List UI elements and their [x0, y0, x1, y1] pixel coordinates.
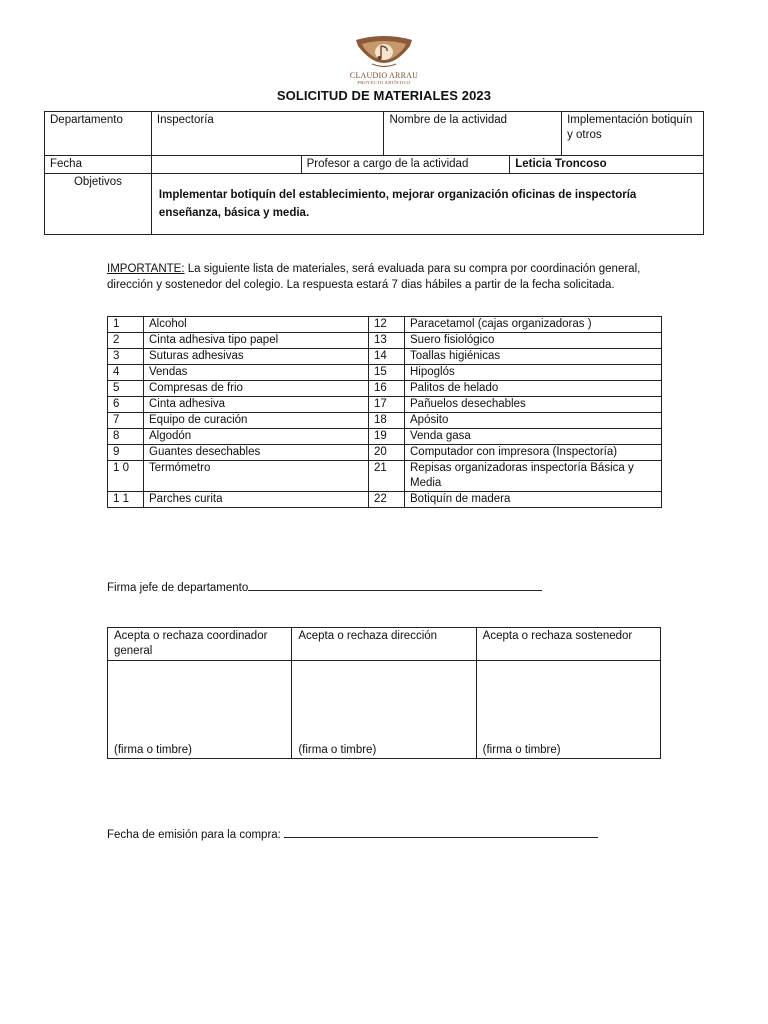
- signature-line: [248, 578, 542, 591]
- material-row: [108, 492, 662, 508]
- coordinator-sign-note: (firma o timbre): [108, 661, 292, 759]
- activity-info-table: [44, 111, 704, 235]
- approval-direction-header: Acepta o rechaza dirección: [292, 628, 476, 661]
- emission-line: [284, 825, 598, 838]
- material-number: 22: [369, 492, 405, 508]
- material-number: 9: [108, 445, 144, 461]
- important-text: La siguiente lista de materiales, será evaluada para su compra por coordinación general, dirección y sostenedor del colegio. La respuesta estará 7 dias hábiles a partir de la fecha solicitada.: [107, 263, 641, 291]
- material-row: [108, 413, 662, 429]
- crest-icon: [350, 36, 418, 76]
- material-row: [108, 333, 662, 349]
- approval-coordinator-header: Acepta o rechaza coordinador general: [108, 628, 292, 661]
- material-name: Termómetro: [144, 461, 369, 492]
- important-note: [107, 261, 647, 293]
- material-name: Vendas: [144, 365, 369, 381]
- material-number: 4: [108, 365, 144, 381]
- important-label: IMPORTANTE:: [107, 263, 185, 275]
- material-number: 1 1: [108, 492, 144, 508]
- material-number: 1: [108, 317, 144, 333]
- material-name: Pañuelos desechables: [405, 397, 662, 413]
- material-row: [108, 381, 662, 397]
- material-name: Toallas higiénicas: [405, 349, 662, 365]
- material-number: 17: [369, 397, 405, 413]
- material-number: 8: [108, 429, 144, 445]
- activity-name-value: Implementación botiquín y otros: [562, 112, 704, 156]
- department-value: Inspectoría: [151, 112, 384, 156]
- material-name: Suturas adhesivas: [144, 349, 369, 365]
- logo-name: CLAUDIO ARRAU: [349, 71, 419, 80]
- material-name: Computador con impresora (Inspectoría): [405, 445, 662, 461]
- approval-owner-header: Acepta o rechaza sostenedor: [476, 628, 660, 661]
- material-number: 3: [108, 349, 144, 365]
- emission-label: Fecha de emisión para la compra:: [107, 829, 285, 841]
- material-row: [108, 317, 662, 333]
- material-name: Venda gasa: [405, 429, 662, 445]
- objectives-value: Implementar botiquín del establecimiento, mejorar organización oficinas de inspectoría enseñanza, básica y media.: [151, 174, 703, 235]
- date-value: [151, 156, 301, 174]
- direction-sign-note: (firma o timbre): [292, 661, 476, 759]
- objectives-label: Objetivos: [45, 174, 152, 235]
- material-name: Cinta adhesiva: [144, 397, 369, 413]
- material-name: Guantes desechables: [144, 445, 369, 461]
- material-name: Alcohol: [144, 317, 369, 333]
- emission-date: [107, 825, 598, 841]
- approval-table: [107, 627, 661, 759]
- material-name: Repisas organizadoras inspectoría Básica y Media: [405, 461, 662, 492]
- department-label: Departamento: [45, 112, 152, 156]
- material-number: 6: [108, 397, 144, 413]
- material-row: [108, 461, 662, 492]
- material-row: [108, 429, 662, 445]
- owner-sign-note: (firma o timbre): [476, 661, 660, 759]
- material-name: Paracetamol (cajas organizadoras ): [405, 317, 662, 333]
- material-name: Algodón: [144, 429, 369, 445]
- material-number: 21: [369, 461, 405, 492]
- material-number: 14: [369, 349, 405, 365]
- material-number: 15: [369, 365, 405, 381]
- materials-table: [107, 316, 662, 508]
- material-number: 19: [369, 429, 405, 445]
- material-row: [108, 365, 662, 381]
- teacher-value: Leticia Troncoso: [510, 156, 704, 174]
- material-number: 18: [369, 413, 405, 429]
- material-number: 12: [369, 317, 405, 333]
- material-name: Apósito: [405, 413, 662, 429]
- page-title: SOLICITUD DE MATERIALES 2023: [276, 88, 492, 103]
- material-number: 16: [369, 381, 405, 397]
- signature-label: Firma jefe de departamento: [107, 582, 249, 594]
- material-row: [108, 445, 662, 461]
- date-label: Fecha: [45, 156, 152, 174]
- material-name: Suero fisiológico: [405, 333, 662, 349]
- material-name: Botiquín de madera: [405, 492, 662, 508]
- material-number: 2: [108, 333, 144, 349]
- logo-subtitle: PROYECTO ARTÍSTICO: [357, 80, 411, 85]
- material-row: [108, 397, 662, 413]
- material-name: Compresas de frio: [144, 381, 369, 397]
- material-name: Parches curita: [144, 492, 369, 508]
- material-name: Equipo de curación: [144, 413, 369, 429]
- activity-name-label: Nombre de la actividad: [384, 112, 562, 156]
- teacher-label: Profesor a cargo de la actividad: [301, 156, 510, 174]
- material-row: [108, 349, 662, 365]
- material-name: Palitos de helado: [405, 381, 662, 397]
- material-number: 20: [369, 445, 405, 461]
- material-number: 5: [108, 381, 144, 397]
- material-number: 7: [108, 413, 144, 429]
- material-number: 13: [369, 333, 405, 349]
- department-signature: [107, 578, 542, 594]
- material-name: Cinta adhesiva tipo papel: [144, 333, 369, 349]
- material-number: 1 0: [108, 461, 144, 492]
- material-name: Hipoglós: [405, 365, 662, 381]
